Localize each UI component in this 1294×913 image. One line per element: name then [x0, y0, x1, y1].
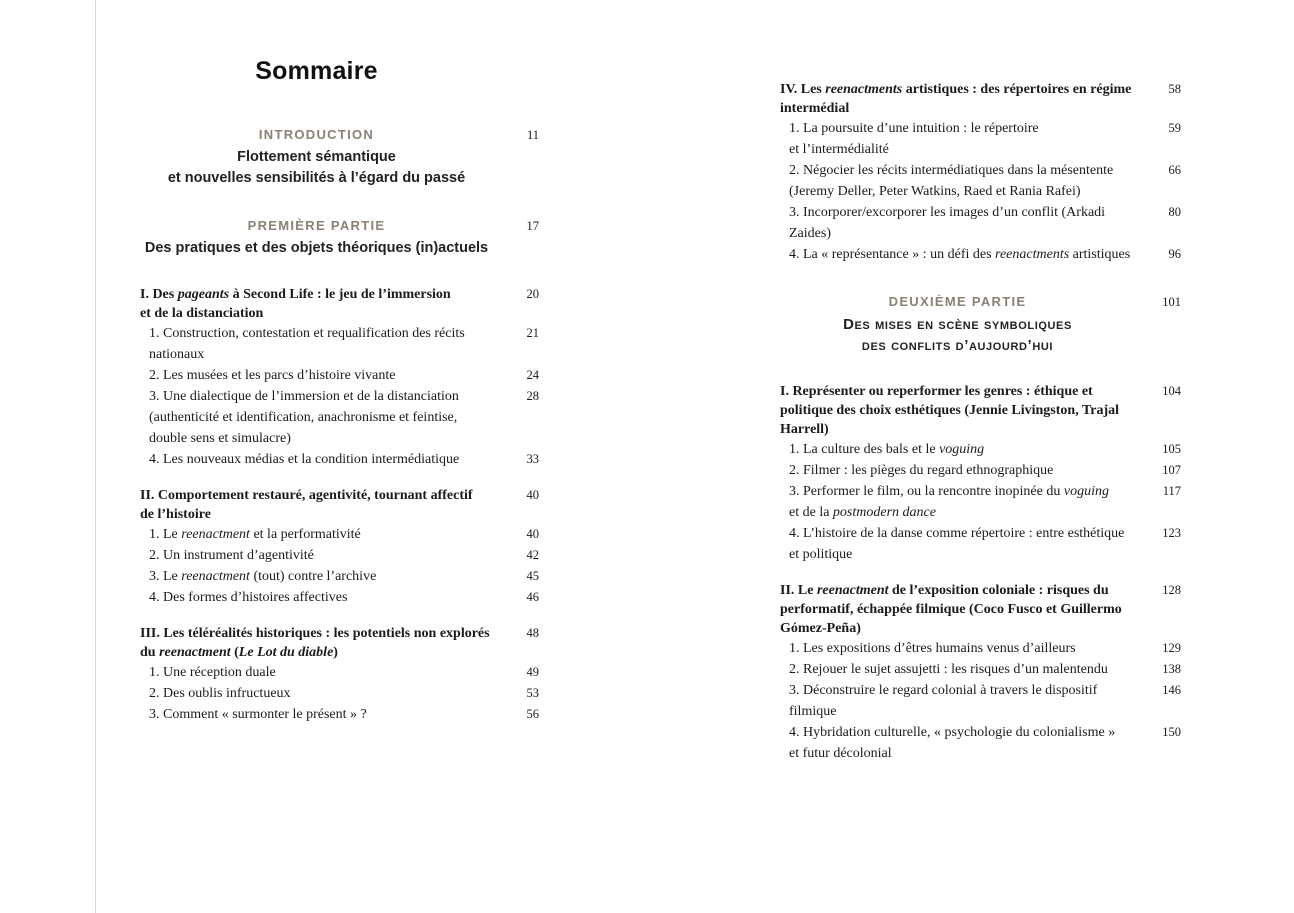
toc-page-number: 33 [526, 452, 539, 466]
toc-text: 4. L’histoire de la danse comme répertoire : entre esthétique [789, 526, 1125, 541]
toc-page-number: 107 [1162, 463, 1181, 477]
toc-text: 4. La « représentance » : un défi des [789, 247, 996, 262]
toc-line [789, 118, 1135, 139]
toc-text: 3. Déconstruire le regard colonial à travers le dispositif [789, 683, 1098, 698]
part-subtitle [140, 147, 539, 189]
toc-line [780, 80, 1135, 99]
toc-line [149, 386, 493, 407]
toc-line [149, 662, 493, 683]
toc-text-italic: postmodern dance [832, 505, 936, 520]
toc-text: 3. Comment « surmonter le présent » ? [149, 707, 367, 722]
toc-line [780, 600, 1135, 619]
toc-text: artistiques : des répertoires en régime [902, 82, 1132, 97]
toc-subentry [780, 244, 1181, 265]
part-label [140, 217, 539, 235]
part-label-text: DEUXIÈME PARTIE [888, 294, 1027, 309]
toc-text: 3. Performer le film, ou la rencontre inopinée du [789, 484, 1064, 499]
toc-subentry [780, 439, 1181, 460]
toc-subentry [780, 160, 1181, 202]
toc-text: I. Représenter ou reperformer les genres : éthique et [780, 384, 1093, 399]
toc-line [780, 401, 1135, 420]
toc-line [789, 544, 1135, 565]
toc-subentry [140, 662, 539, 683]
toc-page-number: 129 [1162, 641, 1181, 655]
toc-subentry [140, 566, 539, 587]
toc-text: double sens et simulacre) [149, 431, 291, 446]
part-label-text: INTRODUCTION [258, 127, 375, 142]
toc-text: II. Le [780, 583, 817, 598]
toc-line [149, 524, 493, 545]
toc-text: 4. Des formes d’histoires affectives [149, 590, 348, 605]
toc-text-italic: voguing [1063, 484, 1109, 499]
toc-page-number: 28 [526, 389, 539, 403]
part-subtitle-line: et nouvelles sensibilités à l’égard du passé [167, 170, 466, 186]
toc-subentry [780, 460, 1181, 481]
part-subtitle [780, 314, 1181, 356]
toc-text: 1. Une réception duale [149, 665, 276, 680]
toc-subentry [140, 449, 539, 470]
toc-left-page [140, 56, 539, 725]
toc-text: Gómez-Peña) [780, 621, 861, 636]
toc-page-number: 48 [526, 626, 539, 640]
toc-line [789, 460, 1135, 481]
part-subtitle-line: Des pratiques et des objets théoriques (in)actuels [144, 240, 489, 256]
toc-entry [780, 581, 1181, 638]
toc-text-italic: pageants [177, 287, 230, 302]
toc-line [789, 181, 1135, 202]
toc-text: du [140, 645, 160, 660]
toc-subentry [780, 202, 1181, 244]
toc-entry [780, 382, 1181, 439]
part-subtitle-line: Des mises en scène symboliques [843, 316, 1072, 333]
toc-entry [140, 285, 539, 323]
toc-entry [140, 624, 539, 662]
toc-page-number: 40 [526, 527, 539, 541]
toc-subentry [780, 638, 1181, 659]
toc-subentry [140, 704, 539, 725]
toc-line [149, 407, 493, 428]
toc-line [149, 365, 493, 386]
toc-subentry [780, 481, 1181, 523]
toc-text: et la performativité [249, 527, 361, 542]
part-label-text: PREMIÈRE PARTIE [247, 218, 386, 233]
toc-page-number: 66 [1168, 163, 1181, 177]
toc-subentry [780, 118, 1181, 160]
toc-line [140, 505, 493, 524]
toc-page-number: 123 [1162, 526, 1181, 540]
toc-page-number: 138 [1162, 662, 1181, 676]
toc-page-number: 49 [526, 665, 539, 679]
toc-subentry [140, 683, 539, 704]
toc-text: ( [230, 645, 239, 660]
toc-line [149, 323, 493, 344]
toc-text: 3. Le [149, 569, 182, 584]
toc-line [789, 638, 1135, 659]
toc-line [149, 566, 493, 587]
toc-subentry [780, 523, 1181, 565]
toc-line [149, 704, 493, 725]
toc-line [780, 99, 1135, 118]
toc-subentry [140, 545, 539, 566]
toc-line [140, 486, 493, 505]
toc-page-number: 46 [526, 590, 539, 604]
toc-page-number: 21 [526, 326, 539, 340]
toc-text: et de la distanciation [140, 306, 264, 321]
toc-page-number: 146 [1162, 683, 1181, 697]
toc-line [789, 202, 1135, 223]
toc-line [789, 244, 1135, 265]
part-label [140, 126, 539, 144]
part-subtitle-line: Flottement sémantique [237, 149, 396, 165]
toc-text: de l’exposition coloniale : risques du [888, 583, 1109, 598]
toc-line [140, 624, 493, 643]
toc-page-number: 40 [526, 488, 539, 502]
toc-text-italic: Le Lot du diable [238, 645, 334, 660]
toc-page-number: 59 [1168, 121, 1181, 135]
page-edge-line [95, 0, 96, 913]
toc-line [780, 581, 1135, 600]
toc-line [789, 502, 1135, 523]
toc-text-italic: reenactments [825, 82, 903, 97]
toc-line [789, 160, 1135, 181]
toc-line [149, 449, 493, 470]
toc-text: 1. La poursuite d’une intuition : le répertoire [789, 121, 1039, 136]
toc-line [780, 382, 1135, 401]
toc-text: 1. Construction, contestation et requalification des récits [149, 326, 465, 341]
toc-line [789, 481, 1135, 502]
toc-text: ) [333, 645, 338, 660]
toc-subentry [780, 722, 1181, 764]
toc-line [780, 420, 1135, 439]
toc-text-italic: reenactment [181, 569, 250, 584]
toc-line [789, 523, 1135, 544]
toc-page-number: 58 [1168, 82, 1181, 96]
toc-text: et politique [789, 547, 853, 562]
toc-line [789, 680, 1135, 701]
page-title-text: Sommaire [255, 57, 378, 85]
toc-page-number: 150 [1162, 725, 1181, 739]
toc-text: 4. Les nouveaux médias et la condition intermédiatique [149, 452, 460, 467]
toc-page-number: 101 [1162, 295, 1181, 309]
toc-page-number: 105 [1162, 442, 1181, 456]
toc-entry [780, 80, 1181, 118]
toc-line [789, 439, 1135, 460]
toc-line [789, 722, 1135, 743]
toc-text: politique des choix esthétiques (Jennie Livingston, Trajal [780, 403, 1120, 418]
toc-text: I. Des [140, 287, 178, 302]
toc-page-number: 104 [1162, 384, 1181, 398]
toc-text: nationaux [149, 347, 205, 362]
part-label [780, 293, 1181, 311]
toc-text: (Jeremy Deller, Peter Watkins, Raed et Rania Rafei) [789, 184, 1081, 199]
toc-text: et de la [789, 505, 833, 520]
toc-page-number: 45 [526, 569, 539, 583]
toc-text: 2. Rejouer le sujet assujetti : les risques d’un malentendu [789, 662, 1108, 677]
toc-text: 4. Hybridation culturelle, « psychologie du colonialisme » [789, 725, 1116, 740]
toc-page-number: 117 [1162, 484, 1181, 498]
toc-text: 3. Une dialectique de l’immersion et de la distanciation [149, 389, 459, 404]
toc-text: III. Les téléréalités historiques : les potentiels non explorés [140, 626, 490, 641]
toc-text: et futur décolonial [789, 746, 892, 761]
toc-text: 2. Un instrument d’agentivité [149, 548, 314, 563]
toc-line [789, 701, 1135, 722]
toc-text: intermédial [780, 101, 850, 116]
toc-text: 1. Le [149, 527, 182, 542]
toc-line [149, 683, 493, 704]
toc-page-number: 56 [526, 707, 539, 721]
toc-text: performatif, échappée filmique (Coco Fusco et Guillermo [780, 602, 1122, 617]
toc-subentry [140, 524, 539, 545]
toc-text-italic: voguing [939, 442, 985, 457]
toc-text: 3. Incorporer/excorporer les images d’un conflit (Arkadi [789, 205, 1106, 220]
toc-page-number: 80 [1168, 205, 1181, 219]
toc-text: filmique [789, 704, 837, 719]
toc-text: 2. Filmer : les pièges du regard ethnographique [789, 463, 1054, 478]
page-title [140, 56, 539, 86]
toc-text-italic: reenactments [995, 247, 1070, 262]
toc-page-number: 11 [526, 128, 539, 142]
toc-text: 2. Les musées et les parcs d’histoire vivante [149, 368, 396, 383]
toc-line [789, 223, 1135, 244]
toc-right-page [780, 80, 1181, 764]
toc-line [789, 139, 1135, 160]
toc-subentry [780, 659, 1181, 680]
toc-page-number: 24 [526, 368, 539, 382]
toc-entry [140, 486, 539, 524]
toc-text: II. Comportement restauré, agentivité, tournant affectif [140, 488, 473, 503]
toc-text: 1. La culture des bals et le [789, 442, 940, 457]
toc-line [789, 659, 1135, 680]
toc-line [780, 619, 1135, 638]
toc-text-italic: reenactment [816, 583, 889, 598]
toc-text: (tout) contre l’archive [249, 569, 377, 584]
toc-text: artistiques [1069, 247, 1131, 262]
toc-text: Harrell) [780, 422, 829, 437]
toc-page-number: 128 [1162, 583, 1181, 597]
toc-line [149, 545, 493, 566]
toc-page-number: 17 [526, 219, 539, 233]
toc-line [149, 587, 493, 608]
toc-subentry [140, 365, 539, 386]
toc-page-number: 20 [526, 287, 539, 301]
toc-text: et l’intermédialité [789, 142, 889, 157]
toc-page-number: 96 [1168, 247, 1181, 261]
toc-line [140, 285, 493, 304]
toc-text-italic: reenactment [159, 645, 231, 660]
toc-line [140, 643, 493, 662]
toc-text: Zaides) [789, 226, 831, 241]
toc-line [149, 344, 493, 365]
part-subtitle [140, 238, 539, 259]
toc-line [140, 304, 493, 323]
toc-subentry [140, 323, 539, 365]
toc-page-number: 42 [526, 548, 539, 562]
toc-text-italic: reenactment [181, 527, 250, 542]
toc-text: de l’histoire [140, 507, 211, 522]
toc-line [789, 743, 1135, 764]
toc-text: (authenticité et identification, anachronisme et feintise, [149, 410, 458, 425]
toc-text: à Second Life : le jeu de l’immersion [229, 287, 451, 302]
part-subtitle-line: des conflits d’aujourd’hui [861, 337, 1054, 354]
toc-subentry [140, 587, 539, 608]
toc-page-number: 53 [526, 686, 539, 700]
toc-text: 2. Négocier les récits intermédiatiques dans la mésentente [789, 163, 1114, 178]
toc-text: 2. Des oublis infructueux [149, 686, 291, 701]
toc-text: IV. Les [780, 82, 826, 97]
toc-text: 1. Les expositions d’êtres humains venus d’ailleurs [789, 641, 1076, 656]
toc-subentry [780, 680, 1181, 722]
toc-line [149, 428, 493, 449]
toc-subentry [140, 386, 539, 449]
